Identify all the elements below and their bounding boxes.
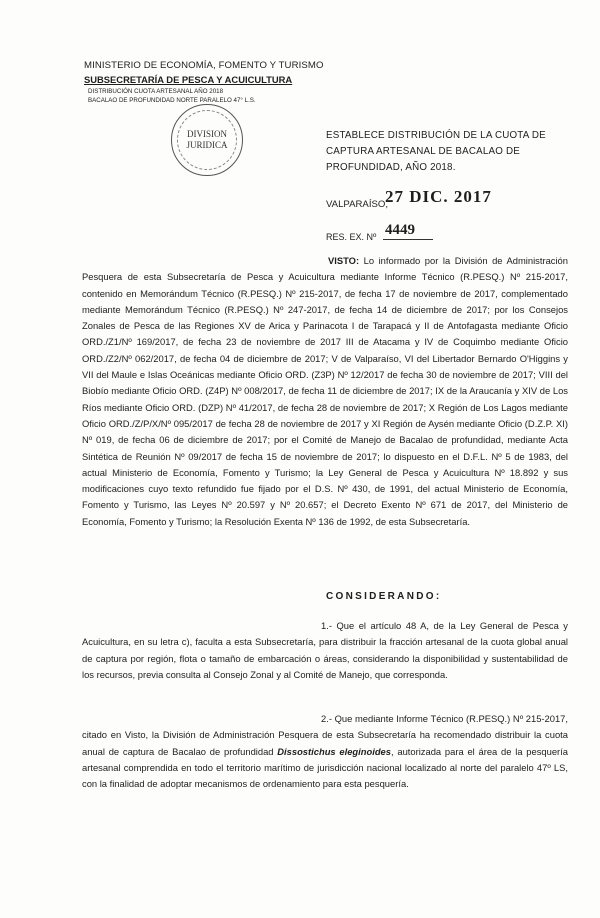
seal-line-2: JURIDICA [186, 140, 228, 150]
p2-start-text: 2.- Que mediante Informe Técnico (R.PESQ.) Nº 215-2017, citado en Visto, la División de Administración Pesquera de esta Subsecretaría ha recomendado distribuir la cuota anual de captura de Bacalao de profundidad [82, 713, 568, 757]
place-label: VALPARAÍSO, [326, 199, 389, 210]
visto-body: Lo informado por la División de Administración Pesquera de esta Subsecretaría de Pesca y Acuicultura mediante Informe Técnico (R.PESQ.) Nº 215-2017, contenido en Memorándum Técnico (R.PESQ.) Nº 215-2017, de fecha 17 de noviembre de 2017, complementado mediante Memorándum Técnico (R.PESQ.) Nº 247-2017, de fecha 14 de diciembre de 2017; por los Consejos Zonales de Pesca de las Regiones XV de Arica y Parinacota I de Tarapacá y II de Antofagasta mediante Oficio ORD./Z1/Nº 169/2017, de fecha 23 de noviembre de 2017 III de Atacama y IV de Coquimbo mediante Oficio ORD./Z2/Nº 062/2017, de fecha 04 de diciembre de 2017; V de Valparaíso, VI del Libertador Bernardo O'Higgins y VII del Maule e Islas Oceánicas mediante Oficio ORD. (Z3P) Nº 12/2017 de fecha 30 de noviembre de 2017; VIII del Biobío mediante Oficio ORD. (Z4P) Nº 008/2017, de fecha 11 de diciembre de 2017; IX de la Araucanía y XIV de Los Ríos mediante Oficio ORD. (DZP) Nº 41/2017, de fecha 28 de noviembre de 2017; X Región de Los Lagos mediante Oficio ORD./Z/P/X/Nº 095/2017 de fecha 28 de noviembre de 2017 y XI Región de Aysén mediante Oficio (D.Z.P. XI) Nº 019, de fecha 06 de diciembre de 2017; por el Comité de Manejo de Bacalao de profundidad, mediante Acta Sintética de Reunión Nº 09/2017 de fecha 15 de noviembre de 2017; lo dispuesto en el D.F.L. Nº 5 de 1983, del actual Ministerio de Economía, Fomento y Turismo; la Ley General de Pesca y Acuicultura Nº 18.892 y sus modificaciones cuyo texto refundido fue fijado por el D.S. Nº 430, de 1991, del actual Ministerio de Economía, Fomento y Turismo, las Leyes Nº 20.597 y Nº 20.657; el Decreto Exento Nº 671 de 2017, del Ministerio de Economía, Fomento y Turismo; la Resolución Exenta Nº 136 de 1992, de esta Subsecretaría. [82, 255, 568, 527]
resolution-number: 4449 [385, 222, 415, 238]
reference-line-2: BACALAO DE PROFUNDIDAD NORTE PARALELO 47° L.S. [88, 97, 256, 104]
species-name: Dissostichus eleginoides [277, 745, 391, 757]
subsecretaria-name: SUBSECRETARÍA DE PESCA Y ACUICULTURA [84, 74, 293, 85]
date-stamp: 27 DIC. 2017 [385, 187, 492, 206]
resolution-number-underline [383, 239, 433, 240]
document-title: ESTABLECE DISTRIBUCIÓN DE LA CUOTA DE CAPTURA ARTESANAL DE BACALAO DE PROFUNDIDAD, AÑO 2018. [326, 130, 546, 173]
visto-paragraph [82, 253, 568, 530]
considerando-paragraph-1: 1.- Que el artículo 48 A, de la Ley General de Pesca y Acuicultura, en su letra c), faculta a esta Subsecretaría, para distribuir la fracción artesanal de la cuota global anual de captura por región, flota o tamaño de embarcación o áreas, considerando la disponibilidad y sustentabilidad de los recursos, previa consulta al Consejo Zonal y al Comité de Manejo, que corresponda. [82, 620, 568, 680]
p2-end-text: , autorizada para el área de la pesquería artesanal comprendida en todo el territorio marítimo de jurisdicción nacional localizado al norte del paralelo 47º LS, con la finalidad de adoptar mecanismos de ordenamiento para esta pesquería. [82, 745, 568, 790]
seal-line-1: DIVISION [187, 129, 227, 139]
resolution-label: RES. EX. Nº [326, 232, 377, 242]
division-juridica-seal [171, 104, 243, 176]
reference-line-1: DISTRIBUCIÓN CUOTA ARTESANAL AÑO 2018 [88, 88, 224, 95]
visto-lead: VISTO: [328, 255, 360, 266]
ministry-name: MINISTERIO DE ECONOMÍA, FOMENTO Y TURISMO [84, 60, 324, 71]
considerando-heading: CONSIDERANDO: [326, 591, 442, 602]
considerando-paragraph-2 [82, 711, 568, 792]
